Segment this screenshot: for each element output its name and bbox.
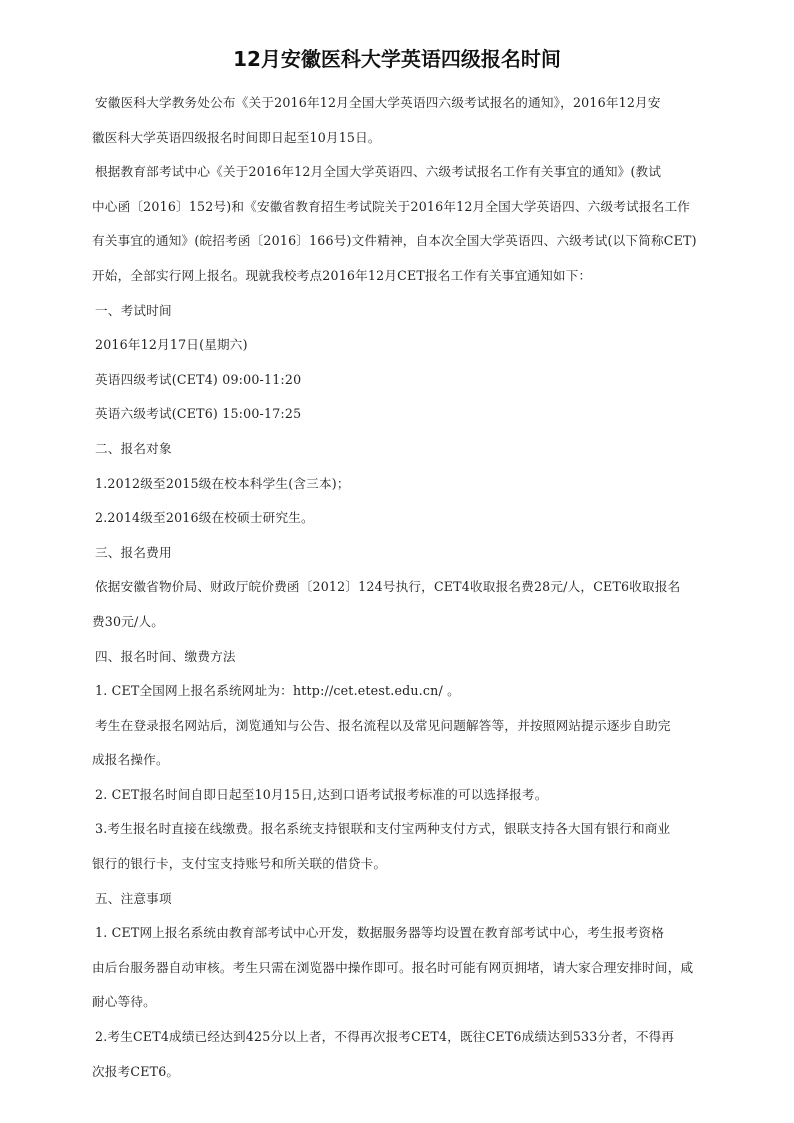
text-line: 一、考试时间 (95, 302, 172, 318)
text-line: 2. CET报名时间自即日起至10月15日,达到口语考试报考标准的可以选择报考。 (95, 786, 548, 802)
text-line: 3.考生报名时直接在线缴费。报名系统支持银联和支付宝两种支付方式，银联支持各大国有银行和商业 (95, 821, 671, 837)
text-line: 英语四级考试(CET4) 09:00-11:20 (95, 371, 302, 387)
text-line: 二、报名对象 (95, 440, 172, 456)
text-line: 2.2014级至2016级在校硕士研究生。 (95, 510, 314, 526)
page-title: 12月安徽医科大学英语四级报名时间 (233, 47, 561, 72)
text-line: 2.考生CET4成绩已经达到425分以上者，不得再次报考CET4，既往CET6成绩达到533分者，不得再 (95, 1029, 675, 1045)
text-line: 依据安徽省物价局、财政厅皖价费函〔2012〕124号执行，CET4收取报名费28元/人，CET6收取报名 (95, 579, 681, 595)
text-line: 1.2012级至2015级在校本科学生(含三本)； (95, 475, 350, 491)
text-line: 中心函〔2016〕152号)和《安徽省教育招生考试院关于2016年12月全国大学英语四、六级考试报名工作 (92, 198, 691, 214)
text-line: 有关事宜的通知》(皖招考函〔2016〕166号)文件精神，自本次全国大学英语四、六级考试(以下简称CET) (92, 233, 697, 249)
text-line: 次报考CET6。 (92, 1063, 180, 1079)
text-line: 耐心等待。 (92, 994, 156, 1010)
text-line: 徽医科大学英语四级报名时间即日起至10月15日。 (92, 129, 381, 145)
text-line: 英语六级考试(CET6) 15:00-17:25 (95, 406, 302, 422)
text-line: 银行的银行卡，支付宝支持账号和所关联的借贷卡。 (92, 856, 387, 872)
text-line: 安徽医科大学教务处公布《关于2016年12月全国大学英语四六级考试报名的通知》，2016年12月安 (95, 95, 661, 110)
document-body (92, 86, 717, 1089)
text-line: 根据教育部考试中心《关于2016年12月全国大学英语四、六级考试报名工作有关事宜的通知》(教试 (95, 164, 662, 180)
text-line: 五、注意事项 (95, 890, 172, 906)
text-line: 2016年12月17日(星期六) (95, 337, 248, 353)
text-line: 考生在登录报名网站后，浏览通知与公告、报名流程以及常见问题解答等，并按照网站提示逐步自助完 (95, 717, 671, 733)
text-line: 费30元/人。 (92, 613, 165, 629)
text-line: 1. CET网上报名系统由教育部考试中心开发，数据服务器等均设置在教育部考试中心，考生报考资格 (95, 925, 664, 941)
text-line: 由后台服务器自动审核。考生只需在浏览器中操作即可。报名时可能有网页拥堵，请大家合理安排时间，咸 (92, 959, 694, 975)
text-line: 开始，全部实行网上报名。现就我校考点2016年12月CET报名工作有关事宜通知如下： (92, 267, 592, 283)
text-line: 三、报名费用 (95, 544, 172, 560)
text-line: 四、报名时间、缴费方法 (95, 648, 236, 664)
text-line: 成报名操作。 (92, 752, 169, 768)
text-line: 1. CET全国网上报名系统网址为：http://cet.etest.edu.cn/ 。 (95, 683, 460, 699)
